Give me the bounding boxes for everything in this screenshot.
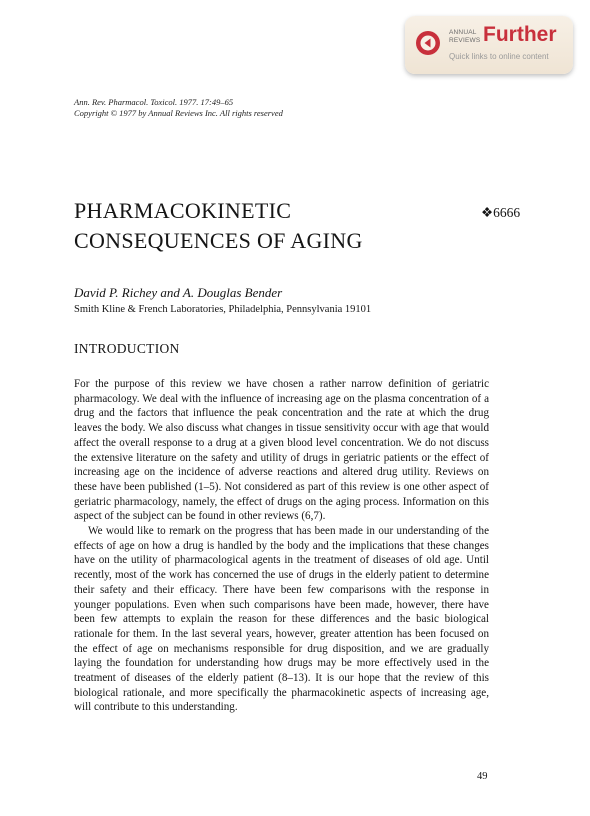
citation-journal: Ann. Rev. Pharmacol. Toxicol. 1977. 17:49–65	[74, 97, 234, 107]
affiliation: Smith Kline & French Laboratories, Philadelphia, Pennsylvania 19101	[74, 304, 372, 315]
citation	[74, 97, 283, 119]
further-label: Further	[483, 23, 557, 46]
quick-links-label: Quick links to online content	[449, 52, 549, 61]
paragraph: For the purpose of this review we have chosen a rather narrow definition of geriatric pharmacology. We deal with the influence of increasing age on the plasma concentration of a drug and the factors that influence the peak concentration and the rate at which the drug leaves the body. We also discuss what changes in tissue sensitivity occur with age that would affect the overall response to a drug at a given blood level concentration. We do not discuss the extensive literature on the safety and utility of drugs in geriatric patients or the effect of increasing age on the incidence of adverse reactions and altered drug utility. Reviews on these have been published (1–5). Not considered as part of this review is one other aspect of geriatric pharmacology, namely, the effect of drugs on the aging process. Information on this aspect of the subject can be found in other reviews (6,7).	[74, 378, 489, 523]
body-text	[74, 377, 489, 715]
authors: David P. Richey and A. Douglas Bender	[74, 285, 283, 300]
citation-copyright: Copyright © 1977 by Annual Reviews Inc. All rights reserved	[74, 108, 283, 118]
paragraph: We would like to remark on the progress that has been made in our understanding of the effects of age on how a drug is handled by the body and the implications that these changes have on the utility of pharmacological agents in the treatment of diseases of old age. Until recently, most of the work has concerned the use of drugs in the elderly patient to determine their safety and their efficacy. There have been few comparisons with the response in younger populations. Even when such comparisons have been made, however, there have been few attempts to explain the reason for these differences and the basic biological rationale for them. In the last several years, however, greater attention has been focused on the effect of age on mechanisms responsible for drug disposition, and we are gradually laying the foundation for understanding how drugs may be more effectively used in the treatment of diseases of the elderly patient (8–13). It is our hope that the review of this biological rationale, and more specifically the pharmacokinetic aspects of increasing age, will contribute to this understanding.	[74, 525, 489, 714]
article-title-line-1: PHARMACOKINETIC	[74, 198, 292, 223]
play-circle-icon	[415, 30, 441, 56]
section-heading: INTRODUCTION	[74, 341, 180, 356]
page-number: 49	[477, 771, 488, 782]
article-title-line-2: CONSEQUENCES OF AGING	[74, 228, 363, 253]
article-id: ❖6666	[481, 205, 521, 220]
annual-reviews-further-badge[interactable]	[405, 16, 573, 74]
annual-reviews-label: ANNUAL REVIEWS	[449, 29, 481, 44]
article-title	[74, 196, 363, 256]
